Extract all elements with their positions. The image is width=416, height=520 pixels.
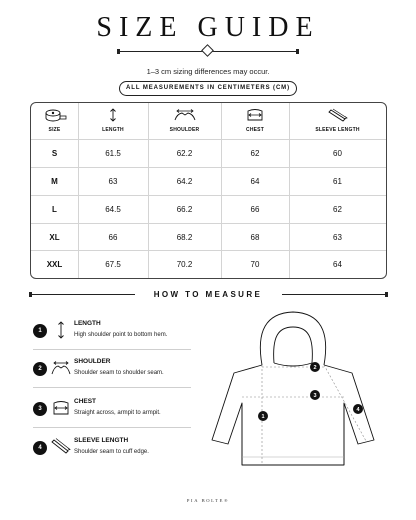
measure-step-shoulder (33, 356, 191, 396)
step-description: Shoulder seam to shoulder seam. (74, 370, 164, 376)
step-divider (33, 427, 191, 428)
step-description: Shoulder seam to cuff edge. (74, 449, 149, 455)
chest-value: 64 (250, 177, 260, 186)
header-label: SHOULDER (169, 127, 200, 133)
shoulder-icon (50, 358, 72, 378)
header-label: SIZE (48, 127, 61, 133)
chest-icon (243, 108, 267, 122)
header-cell-sleeve (289, 103, 386, 139)
diagram-marker-3 (310, 390, 320, 400)
table-row (31, 140, 386, 168)
shoulder-value: 70.2 (176, 260, 193, 269)
chest-value: 68 (250, 233, 260, 242)
step-heading: SLEEVE LENGTH (74, 437, 129, 444)
shoulder-icon (173, 108, 197, 122)
shoulder-value: 68.2 (176, 233, 193, 242)
table-row (31, 168, 386, 196)
table-row (31, 224, 386, 251)
table-row (31, 196, 386, 224)
step-number-badge: 2 (33, 362, 47, 376)
size-table (30, 102, 387, 279)
step-divider (33, 387, 191, 388)
length-value: 67.5 (105, 260, 121, 269)
length-arrow-icon (50, 320, 72, 340)
sizing-note: 1–3 cm sizing differences may occur. (146, 67, 270, 76)
length-value: 66 (108, 233, 118, 242)
step-heading: LENGTH (74, 320, 101, 327)
size-label: S (51, 149, 58, 158)
measure-step-length (33, 318, 191, 358)
shoulder-value: 66.2 (176, 205, 193, 214)
brand-wordmark: PIA BOLTE® (186, 498, 230, 503)
sleeve-value: 62 (333, 205, 342, 214)
header-label: LENGTH (102, 127, 124, 133)
units-badge: ALL MEASUREMENTS IN CENTIMETERS (CM) (119, 81, 297, 96)
step-number-badge: 4 (33, 441, 47, 455)
svg-text:1: 1 (261, 414, 265, 420)
header-cell-length (78, 103, 148, 139)
step-number-badge: 1 (33, 324, 47, 338)
measure-step-chest (33, 396, 191, 436)
table-row (31, 251, 386, 278)
hoodie-diagram (198, 307, 388, 479)
sleeve-icon (50, 437, 72, 457)
sleeve-value: 61 (333, 177, 342, 186)
sleeve-icon (326, 108, 350, 122)
divider-cap (296, 49, 299, 54)
size-label: L (52, 205, 57, 214)
step-heading: CHEST (74, 398, 97, 405)
step-heading: SHOULDER (74, 358, 111, 365)
section-title: HOW TO MEASURE (153, 290, 263, 299)
svg-text:4: 4 (356, 407, 360, 413)
table-header-row (31, 103, 386, 140)
header-label: CHEST (246, 127, 264, 133)
header-label: SLEEVE LENGTH (315, 127, 360, 133)
sleeve-value: 64 (333, 260, 342, 269)
shoulder-value: 64.2 (176, 177, 193, 186)
size-label: M (51, 177, 58, 186)
diagram-marker-4 (353, 404, 363, 414)
length-value: 63 (108, 177, 118, 186)
diamond-ornament (201, 44, 214, 57)
sleeve-value: 63 (333, 233, 342, 242)
header-cell-shoulder (148, 103, 221, 139)
hoodie-outline (212, 312, 374, 465)
diagram-marker-2 (310, 362, 320, 372)
size-label: XL (49, 233, 60, 242)
size-label: XXL (46, 260, 63, 269)
step-number-badge: 3 (33, 402, 47, 416)
chest-value: 70 (250, 260, 260, 269)
header-cell-chest (221, 103, 289, 139)
svg-text:3: 3 (313, 393, 317, 399)
measure-step-sleeve (33, 435, 191, 475)
svg-text:2: 2 (313, 365, 317, 371)
step-divider (33, 349, 191, 350)
shoulder-value: 62.2 (176, 149, 193, 158)
page-title: SIZE GUIDE (96, 12, 320, 43)
header-cell-size (31, 103, 78, 139)
chest-icon (50, 398, 72, 418)
length-value: 61.5 (105, 149, 121, 158)
divider-cap (117, 49, 120, 54)
sleeve-value: 60 (333, 149, 342, 158)
length-arrow-icon (101, 108, 125, 122)
chest-value: 66 (250, 205, 260, 214)
diagram-marker-1 (258, 411, 268, 421)
length-value: 64.5 (105, 205, 121, 214)
step-description: Straight across, armpit to armpit. (74, 410, 161, 416)
chest-value: 62 (250, 149, 260, 158)
tape-measure-icon (43, 108, 67, 122)
step-description: High shoulder point to bottom hem. (74, 332, 168, 338)
